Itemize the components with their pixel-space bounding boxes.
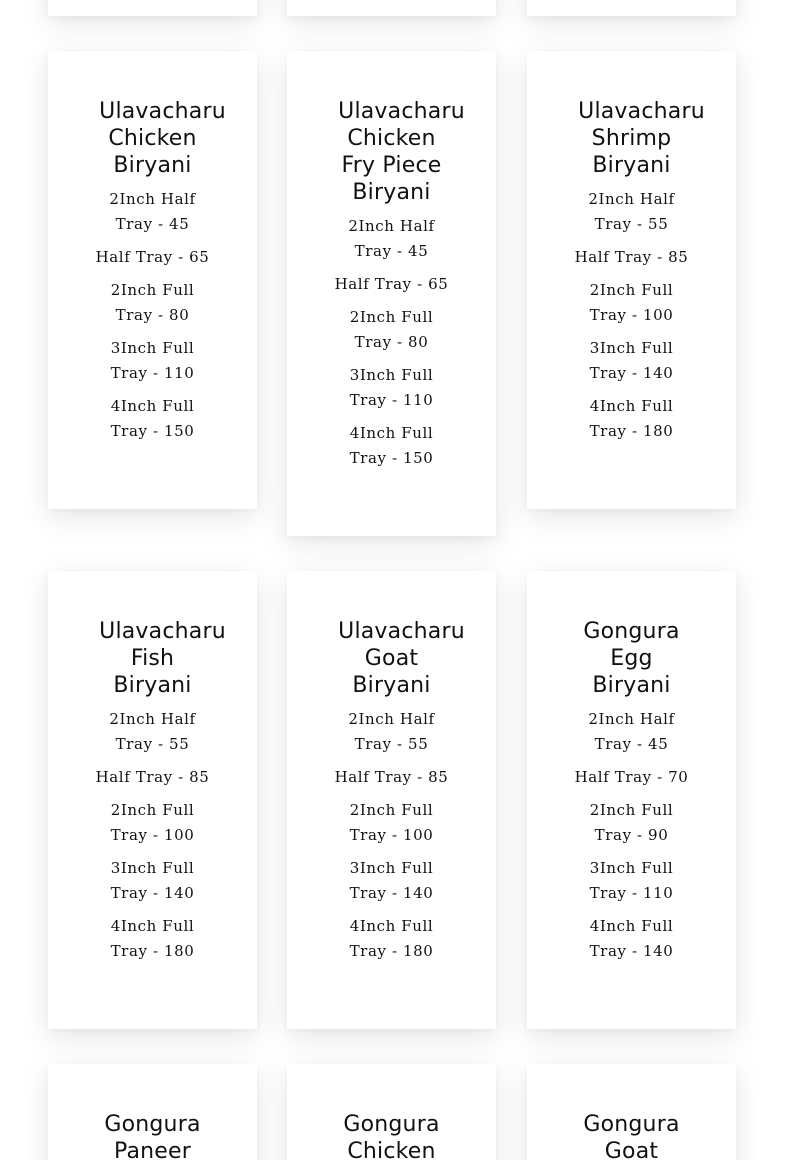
price-text: Half Tray - 85 — [95, 768, 210, 786]
price-item — [317, 272, 467, 297]
card-title-line: Biryani — [352, 180, 431, 205]
menu-card — [527, 1064, 736, 1160]
menu-card — [48, 1064, 257, 1160]
price-item — [317, 305, 467, 355]
card-title-line: Chicken — [108, 126, 197, 151]
card-title-line: Ulavacharu — [338, 99, 465, 124]
price-text: 2Inch Half — [348, 710, 435, 728]
price-item — [78, 278, 228, 328]
card-title-line: Biryani — [592, 673, 671, 698]
price-text: Tray - 55 — [115, 735, 190, 753]
price-item — [78, 336, 228, 386]
price-item — [317, 214, 467, 264]
card-title — [542, 571, 722, 699]
card-title-line: Gongura — [104, 1112, 201, 1137]
price-text: 2Inch Half — [588, 190, 675, 208]
price-text: Tray - 180 — [110, 942, 195, 960]
price-item — [317, 856, 467, 906]
price-text: 2Inch Full — [110, 281, 195, 299]
price-item — [557, 914, 707, 964]
price-item — [317, 914, 467, 964]
price-text: 4Inch Full — [589, 397, 674, 415]
price-item — [78, 394, 228, 444]
card-title-line: Gongura — [343, 1112, 440, 1137]
price-text: Tray - 180 — [589, 422, 674, 440]
price-list — [287, 214, 496, 471]
menu-card — [48, 51, 257, 509]
price-text: Tray - 140 — [589, 942, 674, 960]
card-title-line: Paneer — [113, 1139, 192, 1160]
price-text: Tray - 45 — [594, 735, 669, 753]
price-text: Tray - 110 — [589, 884, 674, 902]
card-title-line: Gongura — [583, 1112, 680, 1137]
card-title-line: Gongura — [583, 619, 680, 644]
price-text: 2Inch Full — [349, 801, 434, 819]
price-text: Tray - 55 — [594, 215, 669, 233]
price-text: Half Tray - 85 — [334, 768, 449, 786]
price-text: Tray - 180 — [349, 942, 434, 960]
price-item — [78, 856, 228, 906]
price-text: Tray - 100 — [110, 826, 195, 844]
price-text: 2Inch Half — [348, 217, 435, 235]
card-title — [542, 51, 722, 179]
price-text: 2Inch Half — [588, 710, 675, 728]
price-text: Half Tray - 70 — [574, 768, 689, 786]
price-text: 2Inch Half — [109, 190, 196, 208]
price-text: Tray - 140 — [349, 884, 434, 902]
menu-card — [287, 1064, 496, 1160]
price-item — [78, 798, 228, 848]
price-item — [557, 187, 707, 237]
card-title — [63, 1064, 243, 1160]
price-item — [78, 914, 228, 964]
price-item — [557, 765, 707, 790]
menu-card — [48, 571, 257, 1029]
price-text: Tray - 45 — [115, 215, 190, 233]
price-text: Tray - 140 — [589, 364, 674, 382]
price-text: 2Inch Half — [109, 710, 196, 728]
price-text: Tray - 110 — [349, 391, 434, 409]
card-title-line: Chicken — [347, 126, 436, 151]
price-list — [48, 707, 257, 964]
menu-card — [287, 571, 496, 1029]
price-item — [557, 707, 707, 757]
price-item — [317, 421, 467, 471]
price-text: Tray - 80 — [115, 306, 190, 324]
card-title — [63, 571, 243, 699]
price-text: 2Inch Full — [110, 801, 195, 819]
price-text: Tray - 55 — [354, 735, 429, 753]
card-title — [302, 1064, 482, 1160]
card-title-line: Ulavacharu — [578, 99, 705, 124]
price-item — [317, 363, 467, 413]
card-title-line: Biryani — [113, 673, 192, 698]
price-text: Tray - 110 — [110, 364, 195, 382]
card-title-line: Ulavacharu — [99, 99, 226, 124]
card-title-line: Goat — [604, 1139, 659, 1160]
price-item — [317, 707, 467, 757]
menu-card-partial-top — [527, 0, 736, 16]
price-text: Half Tray - 65 — [95, 248, 210, 266]
price-item — [317, 798, 467, 848]
price-text: 3Inch Full — [349, 859, 434, 877]
price-item — [557, 336, 707, 386]
price-text: Tray - 90 — [594, 826, 669, 844]
price-item — [78, 765, 228, 790]
menu-card — [527, 571, 736, 1029]
price-item — [557, 394, 707, 444]
price-text: 2Inch Full — [589, 281, 674, 299]
price-text: Tray - 100 — [589, 306, 674, 324]
card-title-line: Ulavacharu — [338, 619, 465, 644]
price-text: Half Tray - 65 — [334, 275, 449, 293]
price-item — [557, 856, 707, 906]
price-text: Tray - 80 — [354, 333, 429, 351]
price-text: Tray - 150 — [349, 449, 434, 467]
card-title — [63, 51, 243, 179]
price-text: 3Inch Full — [589, 859, 674, 877]
price-text: Tray - 150 — [110, 422, 195, 440]
price-list — [287, 707, 496, 964]
menu-card — [287, 51, 496, 536]
price-item — [78, 245, 228, 270]
price-text: Tray - 140 — [110, 884, 195, 902]
price-list — [527, 187, 736, 444]
card-title-line: Ulavacharu — [99, 619, 226, 644]
price-list — [48, 187, 257, 444]
card-title-line: Biryani — [352, 673, 431, 698]
card-title — [542, 1064, 722, 1160]
price-item — [557, 278, 707, 328]
price-text: 2Inch Full — [349, 308, 434, 326]
price-text: 2Inch Full — [589, 801, 674, 819]
card-title-line: Biryani — [592, 153, 671, 178]
card-title-line: Shrimp — [591, 126, 672, 151]
menu-card-partial-top — [48, 0, 257, 16]
price-text: 3Inch Full — [110, 339, 195, 357]
card-title-line: Egg — [610, 646, 653, 671]
card-title-line: Chicken — [347, 1139, 436, 1160]
price-text: Tray - 45 — [354, 242, 429, 260]
price-item — [557, 245, 707, 270]
menu-card — [527, 51, 736, 509]
price-text: 3Inch Full — [589, 339, 674, 357]
price-text: 4Inch Full — [589, 917, 674, 935]
price-text: Tray - 100 — [349, 826, 434, 844]
price-item — [78, 187, 228, 237]
price-text: Half Tray - 85 — [574, 248, 689, 266]
card-title — [302, 571, 482, 699]
card-title — [302, 51, 482, 206]
price-text: 4Inch Full — [349, 424, 434, 442]
card-title-line: Goat — [364, 646, 419, 671]
card-title-line: Fish — [130, 646, 175, 671]
price-text: 3Inch Full — [349, 366, 434, 384]
price-item — [317, 765, 467, 790]
card-title-line: Biryani — [113, 153, 192, 178]
price-item — [557, 798, 707, 848]
price-text: 4Inch Full — [110, 917, 195, 935]
price-text: 3Inch Full — [110, 859, 195, 877]
price-text: 4Inch Full — [349, 917, 434, 935]
card-title-line: Fry Piece — [341, 153, 442, 178]
price-list — [527, 707, 736, 964]
price-item — [78, 707, 228, 757]
menu-card-partial-top — [287, 0, 496, 16]
price-text: 4Inch Full — [110, 397, 195, 415]
